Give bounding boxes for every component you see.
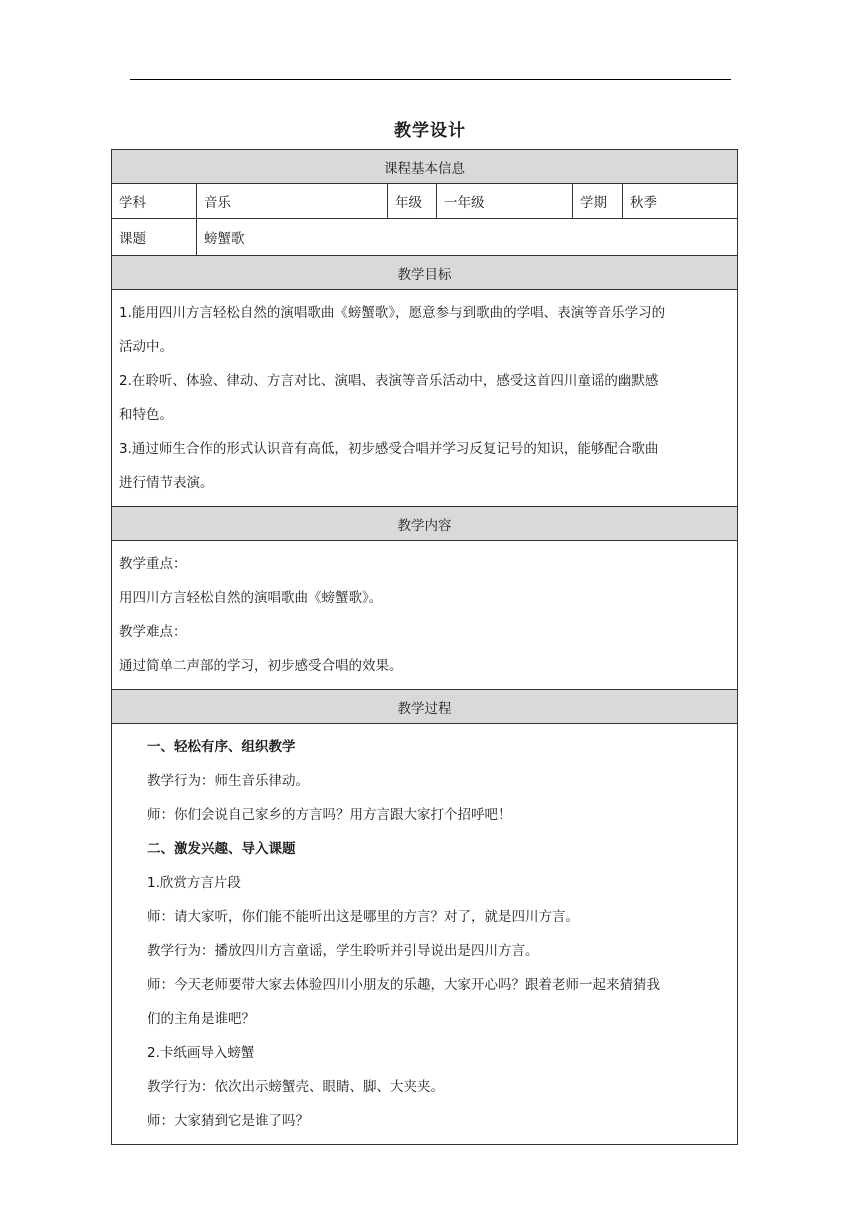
key-point-text: 用四川方言轻松自然的演唱歌曲《螃蟹歌》。: [119, 590, 383, 606]
process-line: 师：你们会说自己家乡的方言吗？用方言跟大家打个招呼吧！: [147, 807, 512, 823]
goal-line: 进行情节表演。: [119, 475, 214, 491]
process-row: [112, 724, 738, 1145]
process-line: 师：大家猜到它是谁了吗？: [147, 1113, 309, 1129]
term-label: 学期: [573, 184, 623, 219]
lesson-plan-table: [111, 149, 738, 1145]
grade-label: 年级: [388, 184, 437, 219]
goal-line: 活动中。: [119, 339, 173, 355]
topic-value: 螃蟹歌: [197, 219, 738, 256]
process-line: 教学行为：播放四川方言童谣，学生聆听并引导说出是四川方言。: [147, 943, 539, 959]
goals-row: [112, 290, 738, 507]
section-title: 教学内容: [112, 507, 738, 541]
process-line: 们的主角是谁吧？: [147, 1011, 255, 1027]
goals-block: [112, 290, 738, 507]
difficulty-label: 教学难点：: [119, 624, 187, 640]
process-step: 2.卡纸画导入螃蟹: [147, 1045, 255, 1061]
content-row: [112, 541, 738, 690]
section-title: 教学过程: [112, 690, 738, 724]
section-header-goals: [112, 256, 738, 290]
topic-label: 课题: [112, 219, 197, 256]
goal-line: 1.能用四川方言轻松自然的演唱歌曲《螃蟹歌》，愿意参与到歌曲的学唱、表演等音乐学习的: [119, 305, 666, 321]
process-heading: 二、激发兴趣、导入课题: [147, 841, 296, 857]
grade-value: 一年级: [437, 184, 573, 219]
subject-label: 学科: [112, 184, 197, 219]
process-line: 教学行为：依次出示螃蟹壳、眼睛、脚、大夹夹。: [147, 1079, 444, 1095]
process-line: 师：请大家听，你们能不能听出这是哪里的方言？对了，就是四川方言。: [147, 909, 579, 925]
section-header-process: [112, 690, 738, 724]
goal-line: 3.通过师生合作的形式认识音有高低，初步感受合唱并学习反复记号的知识，能够配合歌曲: [119, 441, 659, 457]
subject-value: 音乐: [197, 184, 388, 219]
content-block: [112, 541, 738, 690]
goal-line: 2.在聆听、体验、律动、方言对比、演唱、表演等音乐活动中，感受这首四川童谣的幽默感: [119, 373, 659, 389]
document-title: 教学设计: [394, 121, 466, 141]
goal-line: 和特色。: [119, 407, 173, 423]
term-value: 秋季: [623, 184, 738, 219]
section-title: 课程基本信息: [112, 150, 738, 184]
info-row-subject: [112, 184, 738, 219]
difficulty-text: 通过简单二声部的学习，初步感受合唱的效果。: [119, 658, 403, 674]
process-line: 师：今天老师要带大家去体验四川小朋友的乐趣，大家开心吗？跟着老师一起来猜猜我: [147, 977, 660, 993]
process-step: 1.欣赏方言片段: [147, 875, 241, 891]
info-row-topic: [112, 219, 738, 256]
section-header-basic-info: [112, 150, 738, 184]
process-line: 教学行为：师生音乐律动。: [147, 773, 309, 789]
section-header-content: [112, 507, 738, 541]
key-point-label: 教学重点：: [119, 556, 187, 572]
process-heading: 一、轻松有序、组织教学: [147, 739, 296, 755]
process-block: [112, 724, 738, 1145]
section-title: 教学目标: [112, 256, 738, 290]
header-rule: [130, 79, 731, 80]
